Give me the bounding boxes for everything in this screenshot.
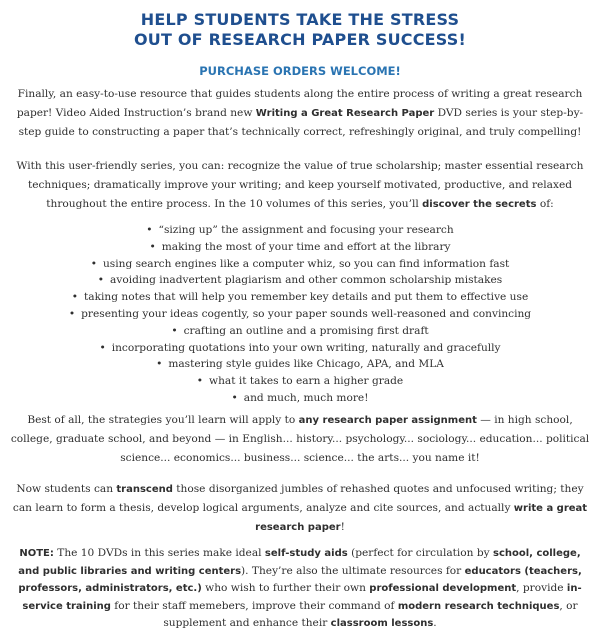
transcend-text-end: ! bbox=[340, 521, 345, 533]
note-text: (perfect for circulation by bbox=[347, 547, 493, 559]
discover-secrets: discover the secrets bbox=[422, 199, 537, 210]
topics-list bbox=[0, 222, 600, 407]
self-study-aids: self-study aids bbox=[264, 548, 348, 559]
any-assignment: any research paper assignment bbox=[298, 415, 477, 426]
list-item: • mastering style guides like Chicago, APA, and MLA bbox=[0, 356, 600, 373]
transcend-paragraph bbox=[10, 480, 590, 537]
list-item: • “sizing up” the assignment and focusing your research bbox=[0, 222, 600, 239]
intro-paragraph bbox=[10, 85, 590, 142]
note-text: for their staff memebers, improve their command of bbox=[110, 599, 398, 612]
series-paragraph bbox=[10, 157, 590, 214]
list-item: • taking notes that will help you remember key details and put them to effective use bbox=[0, 289, 600, 306]
purchase-orders-subhead: PURCHASE ORDERS WELCOME! bbox=[199, 64, 401, 78]
in-service-training: in-service training bbox=[22, 583, 582, 612]
note-paragraph bbox=[10, 545, 590, 633]
headline-line-2: OUT OF RESEARCH PAPER SUCCESS! bbox=[133, 30, 467, 49]
note-text: The 10 DVDs in this series make ideal bbox=[53, 547, 265, 559]
professional-development: professional development bbox=[369, 583, 517, 594]
series-text: With this user-friendly series, you can: recognize the value of true scholarship; master essential research techniques; dramatically improve your writing; and keep yourself motivated, productive, and relaxed throughout the entire process. In the 10 volumes of this series, you’ll bbox=[16, 160, 584, 210]
list-item: • presenting your ideas cogently, so your paper sounds well-reasoned and convincing bbox=[0, 306, 600, 323]
classroom-lessons: classroom lessons bbox=[330, 618, 434, 629]
best-of-all-paragraph bbox=[10, 411, 590, 468]
list-item: • crafting an outline and a promising first draft bbox=[0, 323, 600, 340]
list-item: • avoiding inadvertent plagiarism and other common scholarship mistakes bbox=[0, 272, 600, 289]
list-item: • what it takes to earn a higher grade bbox=[0, 373, 600, 390]
note-text: ). They’re also the ultimate resources for bbox=[241, 564, 465, 577]
note-text: . bbox=[433, 617, 437, 629]
series-text-end: of: bbox=[536, 198, 554, 210]
headline bbox=[0, 10, 600, 50]
note-text: who wish to further their own bbox=[201, 582, 370, 594]
note-text: , provide bbox=[516, 582, 567, 594]
transcend-word: transcend bbox=[116, 484, 173, 495]
intro-text: Finally, an easy-to-use resource that guides students along the entire process of writing a great research paper! Video Aided Instruction’s brand new bbox=[16, 88, 583, 119]
note-text: , or supplement and enhance their bbox=[163, 599, 578, 629]
transcend-text: Now students can bbox=[16, 483, 117, 495]
libraries-writing-centers: school, college, and public libraries and writing centers bbox=[18, 548, 581, 577]
intro-text-end: DVD series is your step-by-step guide to constructing a paper that’s technically correct, refreshingly original, and truly compelling! bbox=[18, 107, 584, 138]
list-item: • and much, much more! bbox=[0, 390, 600, 407]
list-item: • making the most of your time and effort at the library bbox=[0, 239, 600, 256]
headline-line-1: HELP STUDENTS TAKE THE STRESS bbox=[140, 10, 460, 29]
best-text-end: — in high school, college, graduate school, and beyond — in English... history... psychology... sociology... education... political science... economics... business... science... the arts... you name it! bbox=[10, 414, 590, 464]
note-label: NOTE: bbox=[19, 548, 54, 559]
list-item: • using search engines like a computer whiz, so you can find information fast bbox=[0, 256, 600, 273]
write-great-paper: write a great research paper bbox=[255, 503, 588, 533]
best-text: Best of all, the strategies you’ll learn will apply to bbox=[27, 414, 299, 426]
transcend-text-mid: those disorganized jumbles of rehashed quotes and unfocused writing; they can learn to form a thesis, develop logical arguments, analyze and cite sources, and actually bbox=[12, 483, 584, 514]
educators: educators (teachers, professors, administrators, etc.) bbox=[18, 565, 582, 594]
series-title: Writing a Great Research Paper bbox=[255, 108, 435, 119]
modern-research-techniques: modern research techniques bbox=[397, 600, 560, 612]
list-item: • incorporating quotations into your own writing, naturally and gracefully bbox=[0, 340, 600, 357]
